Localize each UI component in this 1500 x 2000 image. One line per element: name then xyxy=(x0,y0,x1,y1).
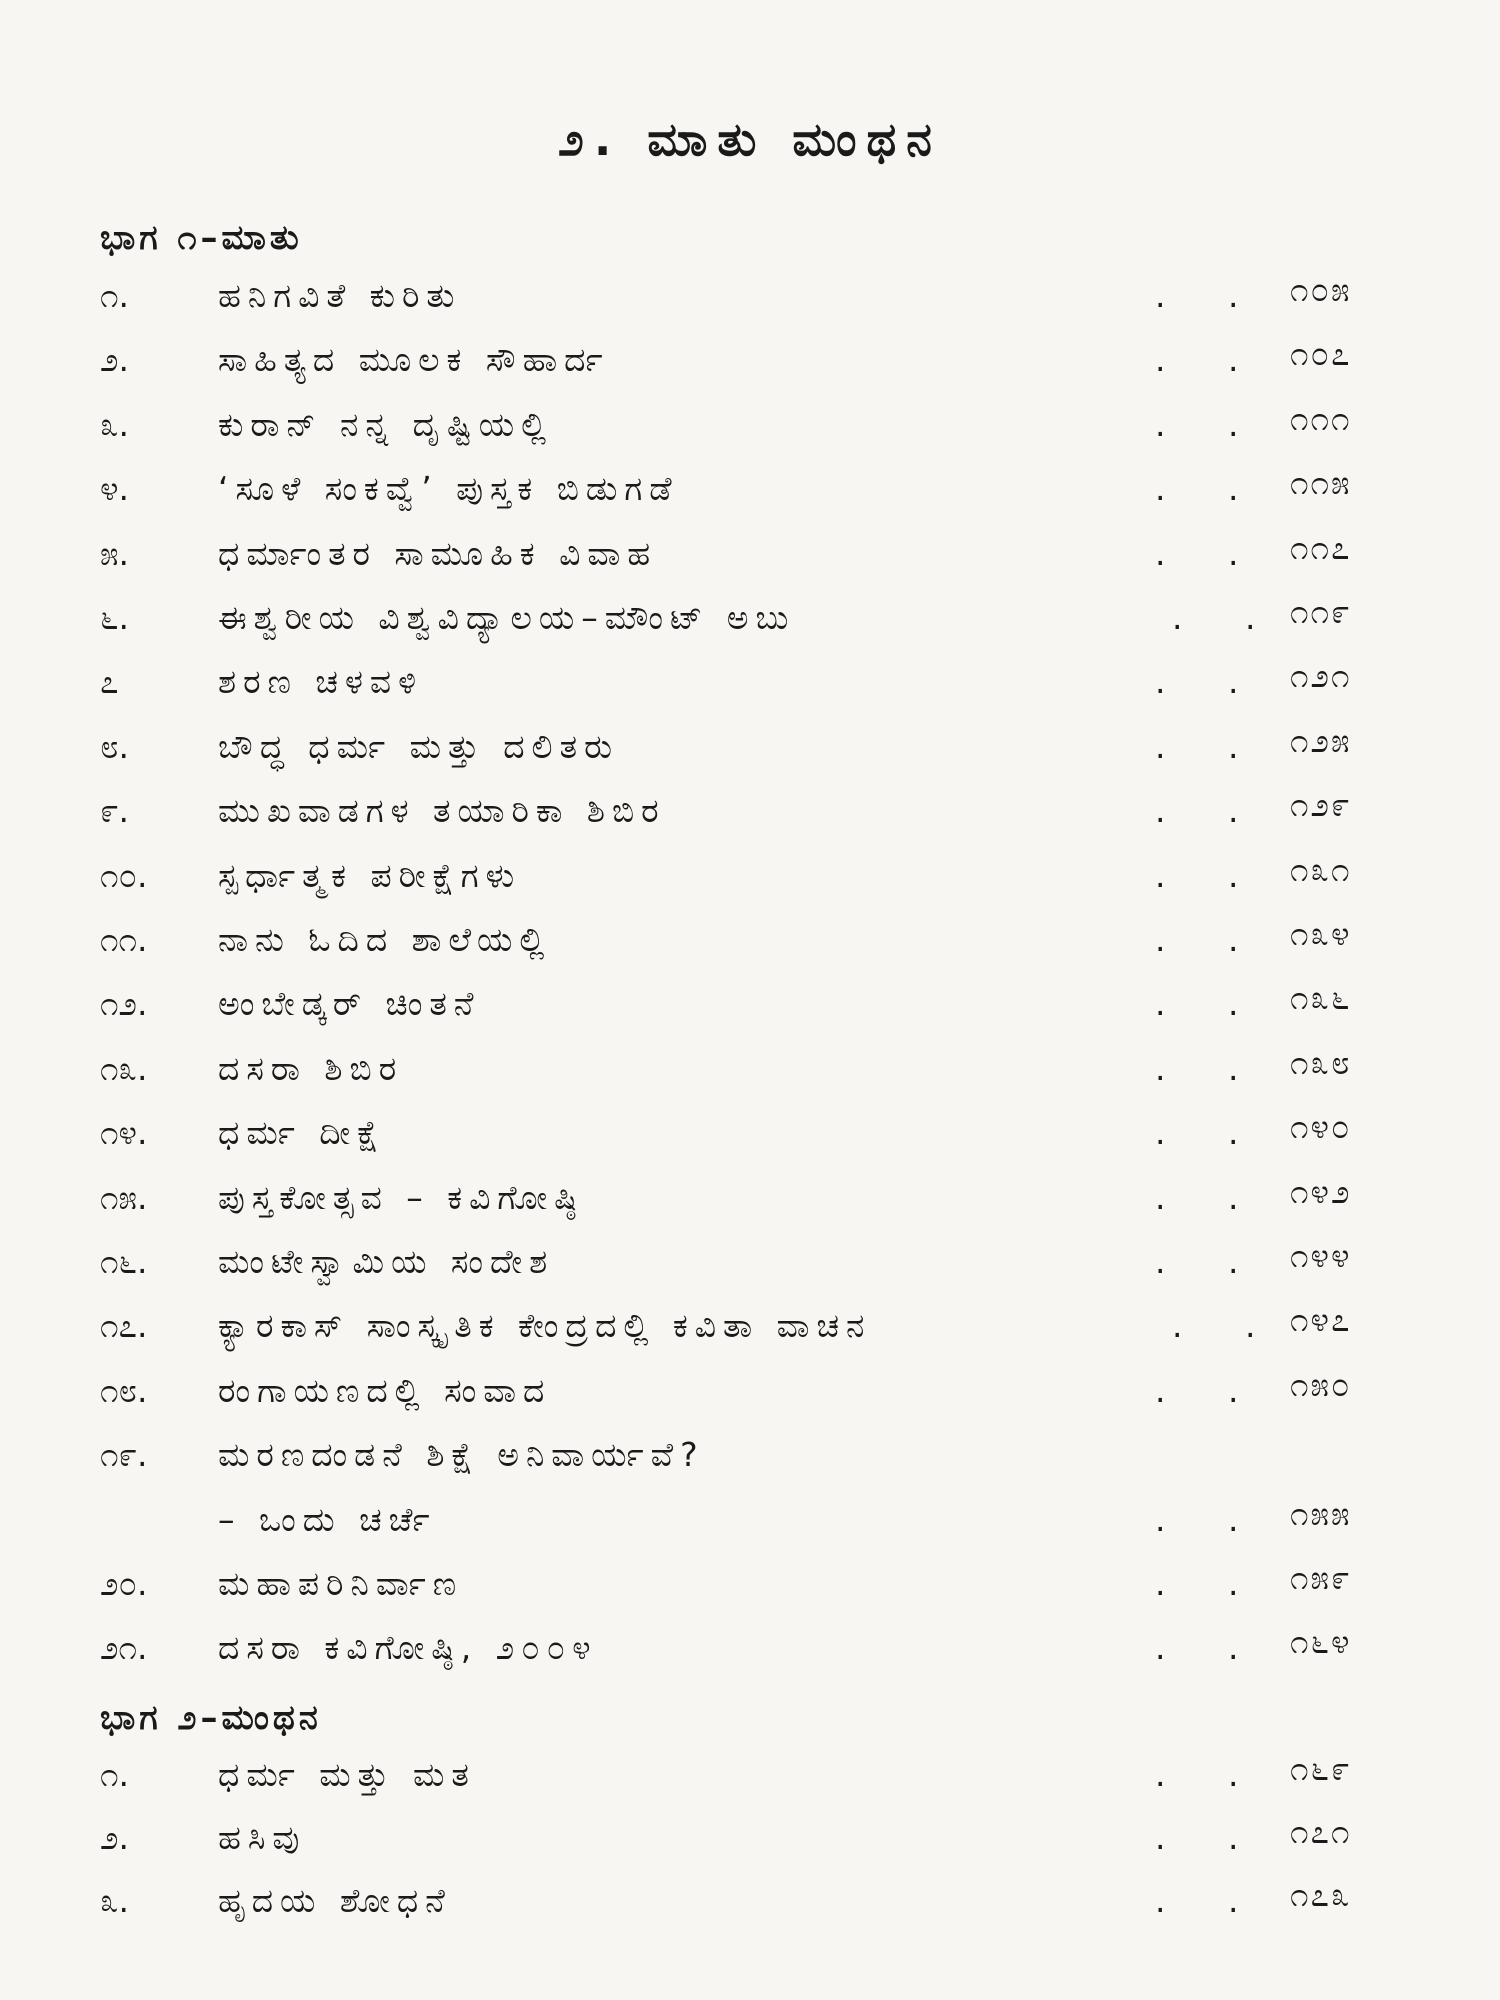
entry-number: ೭ xyxy=(100,662,119,702)
toc-entry xyxy=(100,1042,1420,1099)
entry-number: ೬. xyxy=(100,598,129,637)
leader-dots: . . xyxy=(1155,1370,1265,1410)
entry-number: ೩. xyxy=(100,404,129,444)
entry-title: ರಂಗಾಯಣದಲ್ಲಿ ಸಂವಾದ xyxy=(218,1370,552,1410)
page-number: ೧೧೯ xyxy=(1290,592,1352,631)
toc-entry xyxy=(100,849,1420,906)
entry-title: ‘ಸೂಳೆ ಸಂಕವ್ವೆ’ ಪುಸ್ತಕ ಬಿಡುಗಡೆ xyxy=(218,469,679,509)
toc-entry xyxy=(100,785,1420,841)
entry-number: ೮. xyxy=(100,726,129,766)
toc-entry xyxy=(100,1300,1420,1356)
toc-entry xyxy=(100,1875,1420,1931)
leader-dots: . . xyxy=(1155,533,1265,573)
toc-entry xyxy=(100,978,1420,1034)
leader-dots: . . xyxy=(1155,1628,1265,1668)
entry-title: ಈಶ್ವರೀಯ ವಿಶ್ವವಿದ್ಯಾಲಯ–ಮೌಂಟ್ ಅಬು xyxy=(218,598,796,637)
page-number: ೧೫೯ xyxy=(1290,1558,1352,1597)
toc-entry xyxy=(100,463,1420,519)
toc-entry xyxy=(100,1236,1420,1292)
entry-number: ೧೮. xyxy=(100,1370,148,1410)
leader-dots: . . xyxy=(1155,1242,1265,1281)
leader-dots: . . xyxy=(1155,340,1265,380)
page-number: ೧೧೭ xyxy=(1290,527,1352,567)
entry-number: ೧. xyxy=(100,1755,129,1794)
page-number: ೧೪೪ xyxy=(1290,1236,1352,1275)
entry-number: ೧೫. xyxy=(100,1177,148,1217)
leader-dots: . . xyxy=(1155,1818,1265,1857)
page-number: ೧೧೫ xyxy=(1290,463,1352,503)
toc-entry xyxy=(100,1364,1420,1421)
page-number: ೧೫೫ xyxy=(1290,1493,1352,1533)
entry-title: ಬೌದ್ಧ ಧರ್ಮ ಮತ್ತು ದಲಿತರು xyxy=(218,726,620,766)
entry-title: ಮರಣದಂಡನೆ ಶಿಕ್ಷೆ ಅನಿವಾರ್ಯವೆ? xyxy=(218,1435,705,1475)
page-number: ೧೨೫ xyxy=(1290,720,1352,760)
page-number: ೧೪೦ xyxy=(1290,1107,1352,1147)
leader-dots: . . xyxy=(1172,1306,1282,1346)
entry-title: – ಒಂದು ಚರ್ಚೆ xyxy=(218,1499,437,1539)
toc-entry xyxy=(100,914,1420,970)
entry-number: ೨೦. xyxy=(100,1564,148,1603)
entry-title: ಧರ್ಮ ಮತ್ತು ಮತ xyxy=(218,1755,476,1794)
entry-number: ೪. xyxy=(100,469,129,509)
entry-title: ಹೃದಯ ಶೋಧನೆ xyxy=(218,1881,452,1920)
entry-title: ಹನಿಗವಿತೆ ಕುರಿತು xyxy=(218,276,462,315)
toc-entry xyxy=(100,398,1420,455)
leader-dots: . . xyxy=(1155,920,1265,959)
page-number: ೧೭೩ xyxy=(1290,1875,1352,1914)
leader-dots: . . xyxy=(1172,598,1282,637)
toc-entry xyxy=(100,656,1420,712)
page-number: ೧೨೧ xyxy=(1290,656,1352,696)
entry-number: ೧. xyxy=(100,276,129,315)
entry-title: ಕುರಾನ್ ನನ್ನ ದೃಷ್ಟಿಯಲ್ಲಿ xyxy=(218,404,554,444)
entry-title: ಶರಣ ಚಳವಳಿ xyxy=(218,662,424,702)
entry-title: ಹಸಿವು xyxy=(218,1818,307,1857)
page-number: ೧೧೧ xyxy=(1290,398,1352,438)
toc-entry xyxy=(100,1107,1420,1163)
toc-entry xyxy=(100,1558,1420,1614)
toc-entry xyxy=(100,592,1420,648)
toc-entry xyxy=(100,1493,1420,1550)
entry-title: ಸ್ಪರ್ಧಾತ್ಮಕ ಪರೀಕ್ಷೆಗಳು xyxy=(218,855,522,895)
leader-dots: . . xyxy=(1155,404,1265,444)
leader-dots: . . xyxy=(1155,1881,1265,1920)
entry-number: ೧೩. xyxy=(100,1048,148,1088)
entry-number: ೧೬. xyxy=(100,1242,148,1281)
leader-dots: . . xyxy=(1155,1755,1265,1794)
page-number: ೧೫೦ xyxy=(1290,1364,1352,1404)
entry-title: ಮುಖವಾಡಗಳ ತಯಾರಿಕಾ ಶಿಬಿರ xyxy=(218,791,666,831)
page-number: ೧೭೧ xyxy=(1290,1812,1352,1851)
entry-title: ದಸರಾ ಕವಿಗೋಷ್ಠಿ, ೨೦೦೪ xyxy=(218,1628,598,1668)
entry-title: ನಾನು ಓದಿದ ಶಾಲೆಯಲ್ಲಿ xyxy=(218,920,552,959)
entry-title: ಪುಸ್ತಕೋತ್ಸವ – ಕವಿಗೋಷ್ಠಿ xyxy=(218,1177,584,1217)
page-number: ೧೪೨ xyxy=(1290,1171,1352,1211)
page-number: ೧೨೯ xyxy=(1290,785,1352,825)
toc-entry xyxy=(100,334,1420,390)
entry-number: ೧೧. xyxy=(100,920,148,959)
page-number: ೧೪೭ xyxy=(1290,1300,1352,1340)
leader-dots: . . xyxy=(1155,984,1265,1024)
leader-dots: . . xyxy=(1155,1048,1265,1088)
entry-number: ೩. xyxy=(100,1881,129,1920)
entry-title: ಅಂಬೇಡ್ಕರ್ ಚಿಂತನೆ xyxy=(218,984,481,1024)
leader-dots: . . xyxy=(1155,855,1265,895)
page-number: ೧೦೭ xyxy=(1290,334,1352,374)
page-number: ೧೦೫ xyxy=(1290,270,1352,309)
entry-number: ೧೪. xyxy=(100,1113,148,1153)
entry-number: ೧೯. xyxy=(100,1435,148,1475)
entry-title: ಮಂಟೇಸ್ವಾಮಿಯ ಸಂದೇಶ xyxy=(218,1242,555,1281)
entry-number: ೧೦. xyxy=(100,855,148,895)
entry-number: ೨. xyxy=(100,340,129,380)
entry-title: ಧರ್ಮ ದೀಕ್ಷೆ xyxy=(218,1113,386,1153)
page-title: ೨. ಮಾತು ಮಂಥನ xyxy=(558,112,942,166)
leader-dots: . . xyxy=(1155,726,1265,766)
leader-dots: . . xyxy=(1155,1499,1265,1539)
entry-number: ೫. xyxy=(100,533,129,573)
toc-entry xyxy=(100,1171,1420,1228)
entry-title: ಕ್ಯಾರಕಾಸ್ ಸಾಂಸ್ಕೃತಿಕ ಕೇಂದ್ರದಲ್ಲಿ ಕವಿತಾ ವಾಚನ xyxy=(218,1306,872,1346)
section-heading-part1: ಭಾಗ ೧–ಮಾತು xyxy=(100,218,303,258)
toc-entry xyxy=(100,1435,1420,1485)
toc-entry xyxy=(100,720,1420,777)
leader-dots: . . xyxy=(1155,1113,1265,1153)
toc-entry xyxy=(100,1622,1420,1678)
leader-dots: . . xyxy=(1155,469,1265,509)
entry-number: ೨೧. xyxy=(100,1628,148,1668)
toc-entry xyxy=(100,1749,1420,1805)
toc-entry xyxy=(100,527,1420,584)
leader-dots: . . xyxy=(1155,276,1265,315)
leader-dots: . . xyxy=(1155,1564,1265,1603)
entry-title: ಧರ್ಮಾಂತರ ಸಾಮೂಹಿಕ ವಿವಾಹ xyxy=(218,533,658,573)
page-number: ೧೩೪ xyxy=(1290,914,1352,953)
toc-entry xyxy=(100,270,1420,326)
entry-number: ೯. xyxy=(100,791,129,831)
page-number: ೧೬೪ xyxy=(1290,1622,1352,1662)
leader-dots: . . xyxy=(1155,791,1265,831)
toc-entry xyxy=(100,1812,1420,1868)
section-heading-part2: ಭಾಗ ೨–ಮಂಥನ xyxy=(100,1698,322,1738)
page-number: ೧೩೬ xyxy=(1290,978,1352,1018)
entry-number: ೧೨. xyxy=(100,984,148,1024)
leader-dots: . . xyxy=(1155,1177,1265,1217)
page-number: ೧೩೧ xyxy=(1290,849,1352,889)
entry-number: ೧೭. xyxy=(100,1306,148,1346)
entry-number: ೨. xyxy=(100,1818,129,1857)
leader-dots: . . xyxy=(1155,662,1265,702)
page-number: ೧೩೮ xyxy=(1290,1042,1352,1082)
entry-title: ಸಾಹಿತ್ಯದ ಮೂಲಕ ಸೌಹಾರ್ದ xyxy=(218,340,610,380)
entry-title: ಮಹಾಪರಿನಿರ್ವಾಣ xyxy=(218,1564,464,1603)
entry-title: ದಸರಾ ಶಿಬಿರ xyxy=(218,1048,404,1088)
page-number: ೧೬೯ xyxy=(1290,1749,1352,1788)
